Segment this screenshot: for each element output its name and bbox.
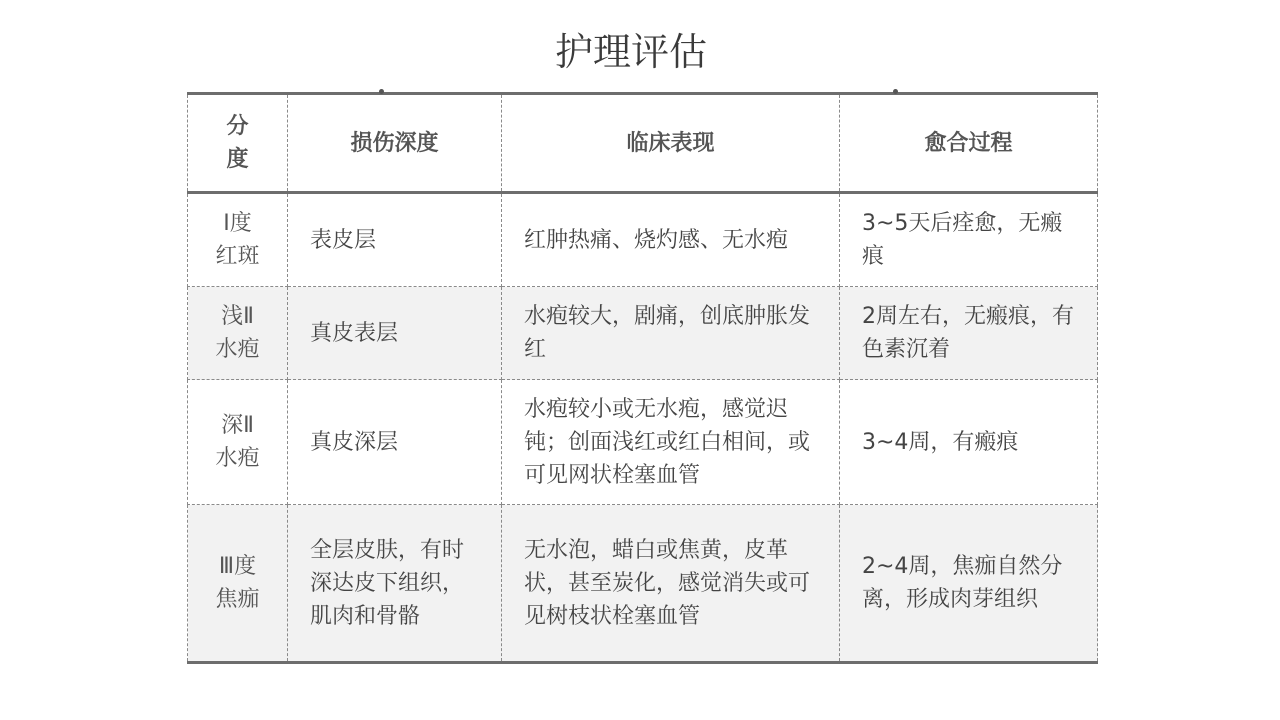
degree-cell: Ⅲ度 焦痂 [188, 505, 288, 663]
table-row [188, 193, 1098, 287]
healing-cell: 2~4周，焦痂自然分离，形成肉芽组织 [840, 505, 1098, 663]
table-row [188, 380, 1098, 505]
depth-cell: 全层皮肤，有时深达皮下组织，肌肉和骨骼 [288, 505, 502, 663]
clinical-cell: 红肿热痛、烧灼感、无水疱 [502, 193, 840, 287]
page-title: 护理评估 [554, 30, 707, 74]
clinical-cell: 无水泡，蜡白或焦黄，皮革状，甚至炭化，感觉消失或可见树枝状栓塞血管 [502, 505, 840, 663]
clinical-cell: 水疱较大，剧痛，创底肿胀发红 [502, 287, 840, 380]
decorative-dot [379, 89, 384, 94]
table-row [188, 505, 1098, 663]
header-healing: 愈合过程 [840, 94, 1098, 193]
clinical-cell: 水疱较小或无水疱，感觉迟钝；创面浅红或红白相间，或可见网状栓塞血管 [502, 380, 840, 505]
healing-cell: 3~5天后痊愈，无瘢痕 [840, 193, 1098, 287]
table-row [188, 287, 1098, 380]
depth-cell: 表皮层 [288, 193, 502, 287]
depth-cell: 真皮表层 [288, 287, 502, 380]
header-clinical: 临床表现 [502, 94, 840, 193]
table-header-row [188, 94, 1098, 193]
header-depth: 损伤深度 [288, 94, 502, 193]
degree-cell: Ⅰ度 红斑 [188, 193, 288, 287]
degree-cell: 深Ⅱ 水疱 [188, 380, 288, 505]
depth-cell: 真皮深层 [288, 380, 502, 505]
assessment-table-container [187, 92, 1097, 664]
healing-cell: 2周左右，无瘢痕，有色素沉着 [840, 287, 1098, 380]
decorative-dot [893, 89, 898, 94]
header-degree: 分 度 [188, 94, 288, 193]
healing-cell: 3~4周，有瘢痕 [840, 380, 1098, 505]
burn-assessment-table [187, 92, 1098, 664]
degree-cell: 浅Ⅱ 水疱 [188, 287, 288, 380]
